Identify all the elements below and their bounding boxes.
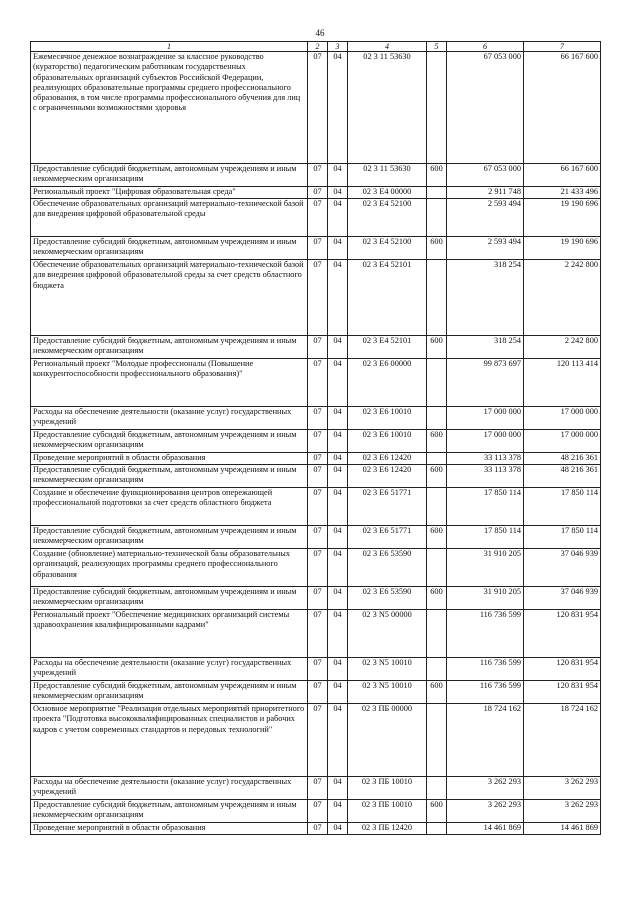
expense-type-code bbox=[427, 777, 447, 800]
table-row bbox=[31, 823, 601, 835]
amount-year-2: 2 242 800 bbox=[524, 260, 601, 336]
table-row bbox=[31, 610, 601, 658]
table-row bbox=[31, 800, 601, 823]
expense-type-code bbox=[427, 658, 447, 681]
row-name: Региональный проект "Обеспечение медицинских организаций системы здравоохранения квалифицированными кадрами" bbox=[31, 610, 308, 658]
column-header: 5 bbox=[427, 42, 447, 52]
amount-year-1: 3 262 293 bbox=[447, 800, 524, 823]
row-name: Региональный проект "Цифровая образовательная среда" bbox=[31, 187, 308, 199]
table-row bbox=[31, 430, 601, 453]
table-row bbox=[31, 658, 601, 681]
amount-year-2: 3 262 293 bbox=[524, 777, 601, 800]
subsection-code: 04 bbox=[328, 610, 348, 658]
amount-year-1: 99 873 697 bbox=[447, 359, 524, 407]
section-code: 07 bbox=[308, 704, 328, 777]
column-header: 3 bbox=[328, 42, 348, 52]
target-article-code: 02 3 E4 52100 bbox=[348, 237, 427, 260]
amount-year-1: 3 262 293 bbox=[447, 777, 524, 800]
expense-type-code: 600 bbox=[427, 237, 447, 260]
section-code: 07 bbox=[308, 587, 328, 610]
table-row bbox=[31, 526, 601, 549]
target-article-code: 02 3 E4 52101 bbox=[348, 260, 427, 336]
row-name: Предоставление субсидий бюджетным, автономным учреждениям и иным некоммерческим организациям bbox=[31, 430, 308, 453]
target-article-code: 02 3 N5 00000 bbox=[348, 610, 427, 658]
target-article-code: 02 3 E4 52100 bbox=[348, 199, 427, 237]
table-row bbox=[31, 260, 601, 336]
subsection-code: 04 bbox=[328, 260, 348, 336]
expense-type-code bbox=[427, 610, 447, 658]
amount-year-2: 120 831 954 bbox=[524, 681, 601, 704]
row-name: Проведение мероприятий в области образования bbox=[31, 453, 308, 465]
row-name: Предоставление субсидий бюджетным, автономным учреждениям и иным некоммерческим организациям bbox=[31, 800, 308, 823]
target-article-code: 02 3 E6 51771 bbox=[348, 488, 427, 526]
subsection-code: 04 bbox=[328, 187, 348, 199]
subsection-code: 04 bbox=[328, 704, 348, 777]
amount-year-2: 37 046 939 bbox=[524, 587, 601, 610]
table-row bbox=[31, 465, 601, 488]
amount-year-2: 17 850 114 bbox=[524, 488, 601, 526]
amount-year-1: 318 254 bbox=[447, 260, 524, 336]
table-row bbox=[31, 199, 601, 237]
target-article-code: 02 3 N5 10010 bbox=[348, 658, 427, 681]
section-code: 07 bbox=[308, 453, 328, 465]
row-name: Обеспечение образовательных организаций материально-технической базой для внедрения цифровой образовательной среды за счет средств областного бюджета bbox=[31, 260, 308, 336]
table-row bbox=[31, 549, 601, 587]
target-article-code: 02 3 N5 10010 bbox=[348, 681, 427, 704]
subsection-code: 04 bbox=[328, 777, 348, 800]
expense-type-code bbox=[427, 187, 447, 199]
row-name: Ежемесячное денежное вознаграждение за классное руководство (кураторство) педагогическим работникам государственных образовательных организаций субъектов Российской Федерации, реализующих образовательные программы среднего профессионального образования, в том числе программы профессионального обучения для лиц с ограниченными возможностями здоровья bbox=[31, 52, 308, 164]
amount-year-2: 17 000 000 bbox=[524, 430, 601, 453]
expense-type-code: 600 bbox=[427, 526, 447, 549]
amount-year-1: 33 113 378 bbox=[447, 453, 524, 465]
target-article-code: 02 3 E6 10010 bbox=[348, 430, 427, 453]
section-code: 07 bbox=[308, 800, 328, 823]
table-row bbox=[31, 704, 601, 777]
target-article-code: 02 3 E6 10010 bbox=[348, 407, 427, 430]
amount-year-2: 19 190 696 bbox=[524, 199, 601, 237]
subsection-code: 04 bbox=[328, 453, 348, 465]
expense-type-code bbox=[427, 704, 447, 777]
column-header: 2 bbox=[308, 42, 328, 52]
amount-year-1: 67 053 000 bbox=[447, 52, 524, 164]
amount-year-2: 37 046 939 bbox=[524, 549, 601, 587]
amount-year-1: 17 000 000 bbox=[447, 407, 524, 430]
target-article-code: 02 3 ПБ 10010 bbox=[348, 800, 427, 823]
section-code: 07 bbox=[308, 777, 328, 800]
section-code: 07 bbox=[308, 549, 328, 587]
section-code: 07 bbox=[308, 658, 328, 681]
amount-year-1: 17 850 114 bbox=[447, 488, 524, 526]
amount-year-1: 17 000 000 bbox=[447, 430, 524, 453]
expense-type-code bbox=[427, 199, 447, 237]
subsection-code: 04 bbox=[328, 164, 348, 187]
table-row bbox=[31, 681, 601, 704]
amount-year-2: 120 831 954 bbox=[524, 658, 601, 681]
subsection-code: 04 bbox=[328, 237, 348, 260]
target-article-code: 02 3 ПБ 12420 bbox=[348, 823, 427, 835]
table-row bbox=[31, 164, 601, 187]
table-row bbox=[31, 453, 601, 465]
expense-type-code bbox=[427, 453, 447, 465]
row-name: Предоставление субсидий бюджетным, автономным учреждениям и иным некоммерческим организациям bbox=[31, 164, 308, 187]
target-article-code: 02 3 E6 53590 bbox=[348, 587, 427, 610]
expense-type-code bbox=[427, 359, 447, 407]
section-code: 07 bbox=[308, 610, 328, 658]
amount-year-2: 17 850 114 bbox=[524, 526, 601, 549]
amount-year-2: 66 167 600 bbox=[524, 164, 601, 187]
target-article-code: 02 3 E6 12420 bbox=[348, 465, 427, 488]
section-code: 07 bbox=[308, 430, 328, 453]
row-name: Предоставление субсидий бюджетным, автономным учреждениям и иным некоммерческим организациям bbox=[31, 465, 308, 488]
table-row bbox=[31, 52, 601, 164]
target-article-code: 02 3 E6 00000 bbox=[348, 359, 427, 407]
section-code: 07 bbox=[308, 465, 328, 488]
subsection-code: 04 bbox=[328, 587, 348, 610]
expense-type-code bbox=[427, 407, 447, 430]
subsection-code: 04 bbox=[328, 549, 348, 587]
section-code: 07 bbox=[308, 681, 328, 704]
table-row bbox=[31, 488, 601, 526]
amount-year-2: 66 167 600 bbox=[524, 52, 601, 164]
subsection-code: 04 bbox=[328, 800, 348, 823]
amount-year-1: 116 736 599 bbox=[447, 610, 524, 658]
subsection-code: 04 bbox=[328, 336, 348, 359]
subsection-code: 04 bbox=[328, 407, 348, 430]
row-name: Региональный проект "Молодые профессионалы (Повышение конкурентоспособности профессионального образования)" bbox=[31, 359, 308, 407]
amount-year-2: 120 831 954 bbox=[524, 610, 601, 658]
section-code: 07 bbox=[308, 488, 328, 526]
amount-year-2: 2 242 800 bbox=[524, 336, 601, 359]
section-code: 07 bbox=[308, 359, 328, 407]
row-name: Предоставление субсидий бюджетным, автономным учреждениям и иным некоммерческим организациям bbox=[31, 336, 308, 359]
column-header: 4 bbox=[348, 42, 427, 52]
budget-table bbox=[30, 41, 601, 835]
column-number-row bbox=[31, 42, 601, 52]
target-article-code: 02 3 E6 12420 bbox=[348, 453, 427, 465]
table-row bbox=[31, 407, 601, 430]
amount-year-2: 48 216 361 bbox=[524, 465, 601, 488]
amount-year-1: 116 736 599 bbox=[447, 658, 524, 681]
amount-year-1: 67 053 000 bbox=[447, 164, 524, 187]
target-article-code: 02 3 E4 00000 bbox=[348, 187, 427, 199]
section-code: 07 bbox=[308, 823, 328, 835]
row-name: Основное мероприятие "Реализация отдельных мероприятий приоритетного проекта "Подготовка высококвалифицированных специалистов и рабочих кадров с учетом современных стандартов и передовых технологий" bbox=[31, 704, 308, 777]
amount-year-2: 120 113 414 bbox=[524, 359, 601, 407]
row-name: Обеспечение образовательных организаций материально-технической базой для внедрения цифровой образовательной среды bbox=[31, 199, 308, 237]
amount-year-1: 116 736 599 bbox=[447, 681, 524, 704]
expense-type-code: 600 bbox=[427, 800, 447, 823]
expense-type-code: 600 bbox=[427, 336, 447, 359]
expense-type-code bbox=[427, 52, 447, 164]
subsection-code: 04 bbox=[328, 52, 348, 164]
table-row bbox=[31, 336, 601, 359]
expense-type-code bbox=[427, 488, 447, 526]
section-code: 07 bbox=[308, 260, 328, 336]
amount-year-1: 2 593 494 bbox=[447, 199, 524, 237]
row-name: Предоставление субсидий бюджетным, автономным учреждениям и иным некоммерческим организациям bbox=[31, 237, 308, 260]
row-name: Предоставление субсидий бюджетным, автономным учреждениям и иным некоммерческим организациям bbox=[31, 681, 308, 704]
row-name: Расходы на обеспечение деятельности (оказание услуг) государственных учреждений bbox=[31, 407, 308, 430]
expense-type-code: 600 bbox=[427, 681, 447, 704]
target-article-code: 02 3 11 53630 bbox=[348, 52, 427, 164]
amount-year-2: 21 433 496 bbox=[524, 187, 601, 199]
amount-year-1: 14 461 869 bbox=[447, 823, 524, 835]
section-code: 07 bbox=[308, 336, 328, 359]
column-header: 1 bbox=[31, 42, 308, 52]
expense-type-code: 600 bbox=[427, 465, 447, 488]
table-row bbox=[31, 187, 601, 199]
target-article-code: 02 3 E6 53590 bbox=[348, 549, 427, 587]
section-code: 07 bbox=[308, 526, 328, 549]
subsection-code: 04 bbox=[328, 658, 348, 681]
row-name: Предоставление субсидий бюджетным, автономным учреждениям и иным некоммерческим организациям bbox=[31, 587, 308, 610]
expense-type-code bbox=[427, 823, 447, 835]
expense-type-code: 600 bbox=[427, 587, 447, 610]
row-name: Проведение мероприятий в области образования bbox=[31, 823, 308, 835]
amount-year-1: 2 911 748 bbox=[447, 187, 524, 199]
target-article-code: 02 3 E4 52101 bbox=[348, 336, 427, 359]
amount-year-2: 14 461 869 bbox=[524, 823, 601, 835]
amount-year-1: 18 724 162 bbox=[447, 704, 524, 777]
page-number: 46 bbox=[315, 28, 325, 38]
amount-year-1: 31 910 205 bbox=[447, 587, 524, 610]
column-header: 7 bbox=[524, 42, 601, 52]
row-name: Создание и обеспечение функционирования центров опережающей профессиональной подготовки за счет средств областного бюджета bbox=[31, 488, 308, 526]
amount-year-2: 18 724 162 bbox=[524, 704, 601, 777]
section-code: 07 bbox=[308, 237, 328, 260]
row-name: Расходы на обеспечение деятельности (оказание услуг) государственных учреждений bbox=[31, 777, 308, 800]
target-article-code: 02 3 ПБ 10010 bbox=[348, 777, 427, 800]
amount-year-2: 48 216 361 bbox=[524, 453, 601, 465]
section-code: 07 bbox=[308, 407, 328, 430]
table-row bbox=[31, 237, 601, 260]
subsection-code: 04 bbox=[328, 823, 348, 835]
subsection-code: 04 bbox=[328, 681, 348, 704]
amount-year-1: 2 593 494 bbox=[447, 237, 524, 260]
section-code: 07 bbox=[308, 52, 328, 164]
amount-year-2: 17 000 000 bbox=[524, 407, 601, 430]
subsection-code: 04 bbox=[328, 526, 348, 549]
subsection-code: 04 bbox=[328, 359, 348, 407]
row-name: Предоставление субсидий бюджетным, автономным учреждениям и иным некоммерческим организациям bbox=[31, 526, 308, 549]
target-article-code: 02 3 E6 51771 bbox=[348, 526, 427, 549]
amount-year-1: 33 113 378 bbox=[447, 465, 524, 488]
table-row bbox=[31, 587, 601, 610]
expense-type-code bbox=[427, 549, 447, 587]
subsection-code: 04 bbox=[328, 488, 348, 526]
expense-type-code: 600 bbox=[427, 164, 447, 187]
subsection-code: 04 bbox=[328, 199, 348, 237]
amount-year-2: 3 262 293 bbox=[524, 800, 601, 823]
table-row bbox=[31, 777, 601, 800]
amount-year-1: 31 910 205 bbox=[447, 549, 524, 587]
target-article-code: 02 3 ПБ 00000 bbox=[348, 704, 427, 777]
expense-type-code bbox=[427, 260, 447, 336]
target-article-code: 02 3 11 53630 bbox=[348, 164, 427, 187]
section-code: 07 bbox=[308, 199, 328, 237]
column-header: 6 bbox=[447, 42, 524, 52]
section-code: 07 bbox=[308, 164, 328, 187]
row-name: Создание (обновление) материально-технической базы образовательных организаций, реализующих программы среднего профессионального образования bbox=[31, 549, 308, 587]
expense-type-code: 600 bbox=[427, 430, 447, 453]
amount-year-2: 19 190 696 bbox=[524, 237, 601, 260]
section-code: 07 bbox=[308, 187, 328, 199]
table-row bbox=[31, 359, 601, 407]
amount-year-1: 318 254 bbox=[447, 336, 524, 359]
row-name: Расходы на обеспечение деятельности (оказание услуг) государственных учреждений bbox=[31, 658, 308, 681]
subsection-code: 04 bbox=[328, 465, 348, 488]
subsection-code: 04 bbox=[328, 430, 348, 453]
amount-year-1: 17 850 114 bbox=[447, 526, 524, 549]
